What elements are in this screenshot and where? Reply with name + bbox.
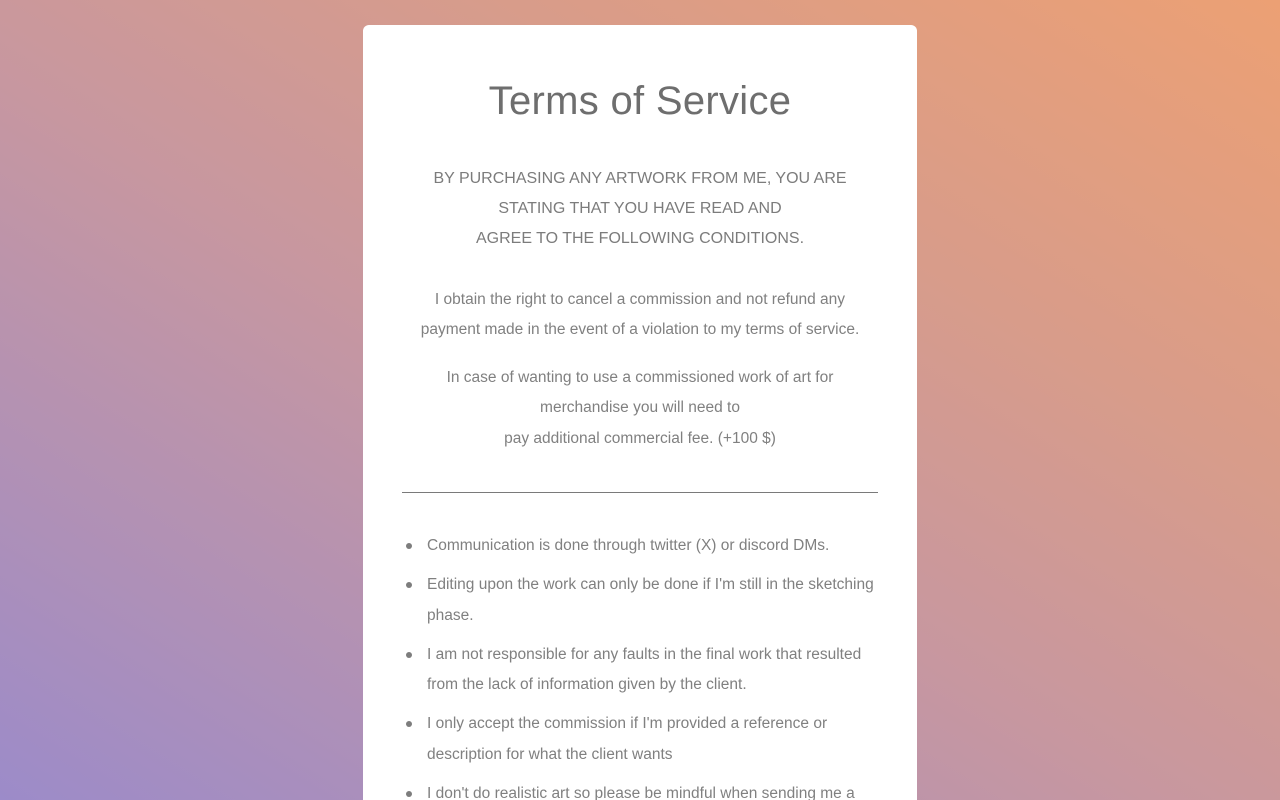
paragraph-line: pay additional commercial fee. (+100 $) bbox=[504, 430, 776, 447]
intro-line: STATING THAT YOU HAVE READ AND bbox=[498, 200, 782, 217]
rule-item bbox=[402, 709, 878, 770]
paragraph-line: merchandise you will need to bbox=[540, 399, 740, 416]
rule-text: I only accept the commission if I'm provided a reference or description for what the client wants bbox=[427, 715, 828, 763]
section-divider bbox=[402, 492, 878, 493]
bullet-icon bbox=[406, 543, 412, 549]
intro-line: AGREE TO THE FOLLOWING CONDITIONS. bbox=[475, 230, 805, 247]
rule-item bbox=[402, 779, 878, 800]
page-title: Terms of Service bbox=[488, 79, 792, 123]
rule-item bbox=[402, 531, 878, 562]
rule-text: I don't do realistic art so please be mindful when sending me a bbox=[427, 784, 855, 800]
intro-statement bbox=[402, 164, 878, 254]
paragraph-line: In case of wanting to use a commissioned work of art for bbox=[446, 369, 834, 386]
intro-line: BY PURCHASING ANY ARTWORK FROM ME, YOU ARE bbox=[433, 170, 847, 187]
bullet-icon bbox=[406, 721, 412, 727]
rule-item bbox=[402, 640, 878, 701]
rule-item bbox=[402, 570, 878, 631]
bullet-icon bbox=[406, 652, 412, 658]
rules-list bbox=[402, 531, 878, 800]
commercial-fee-paragraph bbox=[402, 363, 878, 454]
paragraph-line: I obtain the right to cancel a commission and not refund any bbox=[434, 291, 846, 308]
bullet-icon bbox=[406, 582, 412, 588]
rule-text: Editing upon the work can only be done if I'm still in the sketching phase. bbox=[427, 576, 874, 624]
rule-text: Communication is done through twitter (X) or discord DMs. bbox=[427, 537, 830, 554]
paragraph-line: payment made in the event of a violation to my terms of service. bbox=[420, 321, 860, 338]
rule-text: I am not responsible for any faults in the final work that resulted from the lack of information given by the client. bbox=[427, 645, 862, 693]
cancellation-paragraph bbox=[402, 285, 878, 345]
bullet-icon bbox=[406, 791, 412, 797]
terms-card bbox=[363, 25, 917, 800]
